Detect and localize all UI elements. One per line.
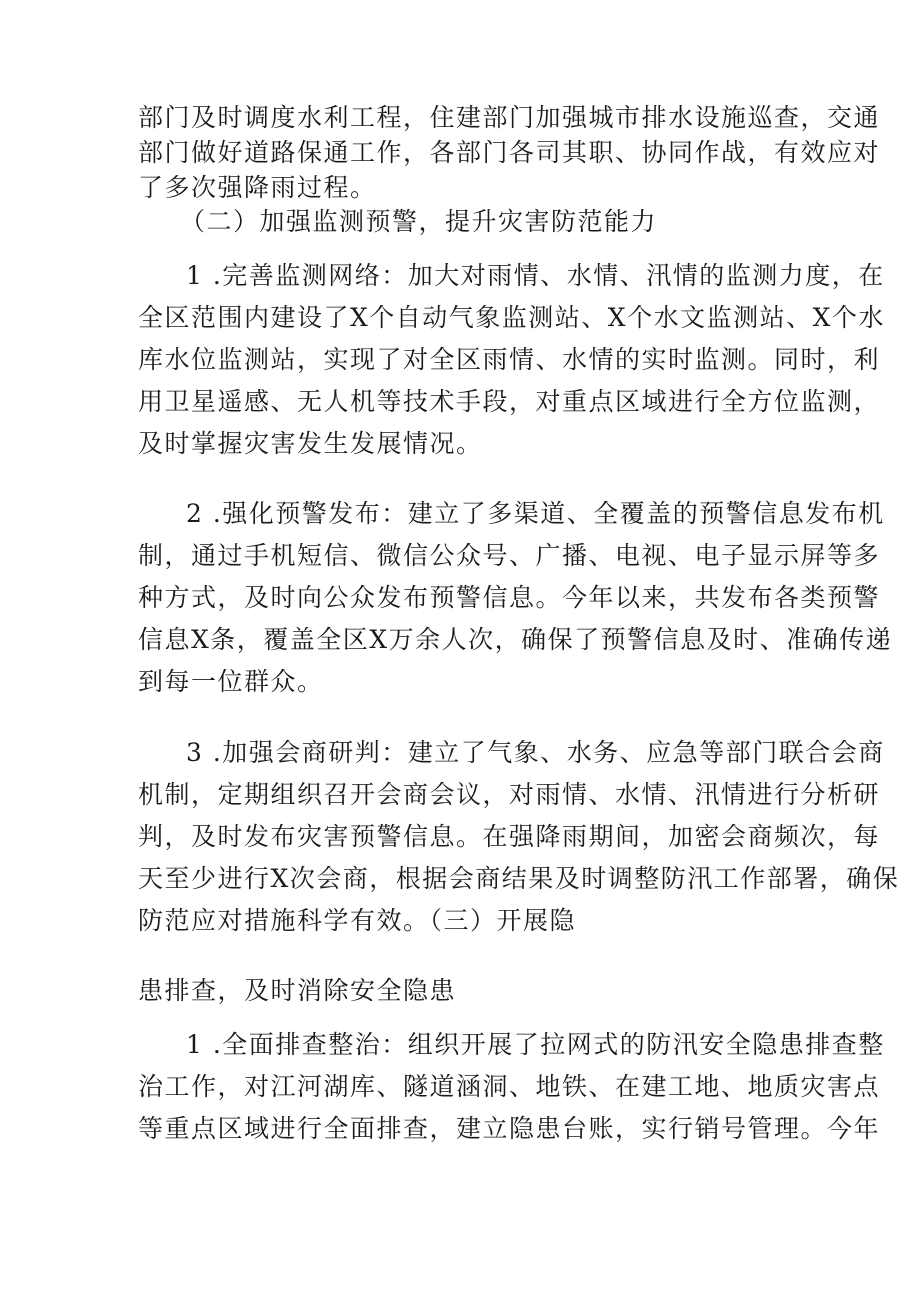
text-line: 天至少进行X次会商，根据会商结果及时调整防汛工作部署，确保 xyxy=(138,864,900,893)
text-line: 部门及时调度水利工程，住建部门加强城市排水设施巡查，交通 xyxy=(138,103,881,132)
text-line: 到每一位群众。 xyxy=(138,667,324,696)
text-line: 治工作，对江河湖库、隧道涵洞、地铁、在建工地、地质灾害点 xyxy=(138,1072,881,1101)
text-line: 库水位监测站，实现了对全区雨情、水情的实时监测。同时，利 xyxy=(138,345,881,374)
paragraph-departments xyxy=(138,100,881,205)
text-line: 全区范围内建设了X个自动气象监测站、X个水文监测站、X个水 xyxy=(138,303,885,332)
text-line: 种方式，及时向公众发布预警信息。今年以来，共发布各类预警 xyxy=(138,583,881,612)
text-line: 部门做好道路保通工作，各部门各司其职、协同作战，有效应对 xyxy=(138,138,881,167)
text-line: 1 .完善监测网络：加大对雨情、水情、汛情的监测力度，在 xyxy=(186,261,885,290)
text-line: 信息X条，覆盖全区X万余人次，确保了预警信息及时、准确传递 xyxy=(138,625,893,654)
text-line: 机制，定期组织召开会商会议，对雨情、水情、汛情进行分析研 xyxy=(138,780,881,809)
section-heading-hazard-continued xyxy=(138,970,798,1012)
paragraph-inspection xyxy=(138,1024,885,1150)
text-line: 判，及时发布灾害预警信息。在强降雨期间，加密会商频次，每 xyxy=(138,822,881,851)
text-line: 1 .全面排查整治：组织开展了拉网式的防汛安全隐患排查整 xyxy=(186,1030,885,1059)
section-heading-monitoring: （二）加强监测预警，提升灾害防范能力 xyxy=(180,207,658,236)
text-line: 用卫星遥感、无人机等技术手段，对重点区域进行全方位监测， xyxy=(138,387,881,416)
text-line: 等重点区域进行全面排查，建立隐患台账，实行销号管理。今年 xyxy=(138,1114,881,1143)
text-line: 患排查，及时消除安全隐患 xyxy=(138,976,457,1005)
paragraph-monitoring-network xyxy=(138,255,885,465)
text-line: 了多次强降雨过程。 xyxy=(138,173,377,202)
text-line: 防范应对措施科学有效。（三）开展隐 xyxy=(138,906,577,935)
paragraph-warning-release xyxy=(138,493,893,703)
text-line: 2 .强化预警发布：建立了多渠道、全覆盖的预警信息发布机 xyxy=(186,499,885,528)
text-line: 及时掌握灾害发生发展情况。 xyxy=(138,429,483,458)
text-line: 制，通过手机短信、微信公众号、广播、电视、电子显示屏等多 xyxy=(138,541,881,570)
paragraph-consultation xyxy=(138,732,900,942)
text-line: 3 .加强会商研判：建立了气象、水务、应急等部门联合会商 xyxy=(186,738,885,767)
